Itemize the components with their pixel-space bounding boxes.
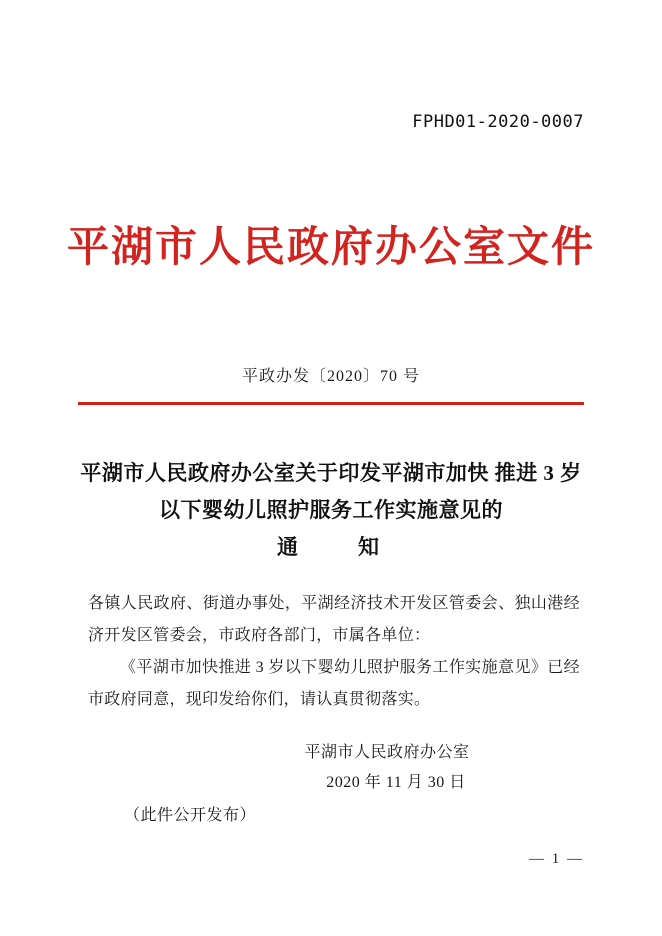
title-line-1: 平湖市人民政府办公室关于印发平湖市加快 xyxy=(80,461,489,485)
document-body xyxy=(88,588,580,716)
public-release-note: （此件公开发布） xyxy=(124,807,257,824)
red-divider-rule xyxy=(78,402,584,405)
masthead-title: 平湖市人民政府办公室文件 xyxy=(66,222,595,271)
signature-block xyxy=(0,738,662,799)
document-serial-number: 平政办发〔2020〕70 号 xyxy=(241,368,420,385)
body-addressee: 各镇人民政府、街道办事处，平湖经济技术开发区管委会、独山港经济开发区管委会，市政府各部门，市属各单位： xyxy=(88,595,580,644)
signature-organization: 平湖市人民政府办公室 xyxy=(304,744,470,761)
signature-date: 2020 年 11 月 30 日 xyxy=(326,774,466,792)
body-paragraph-1: 《平湖市加快推进 3 岁以下婴幼儿照护服务工作实施意见》已经市政府同意，现印发给你们，请认真贯彻落实。 xyxy=(88,659,580,708)
document-number: FPHD01-2020-0007 xyxy=(412,112,584,132)
page-number: — 1 — xyxy=(529,851,584,867)
document-title xyxy=(78,455,584,565)
title-line-2: 推进 3 岁以下婴幼儿照护服务工作实施意见的 xyxy=(159,461,582,522)
title-line-3: 通 知 xyxy=(277,534,385,559)
